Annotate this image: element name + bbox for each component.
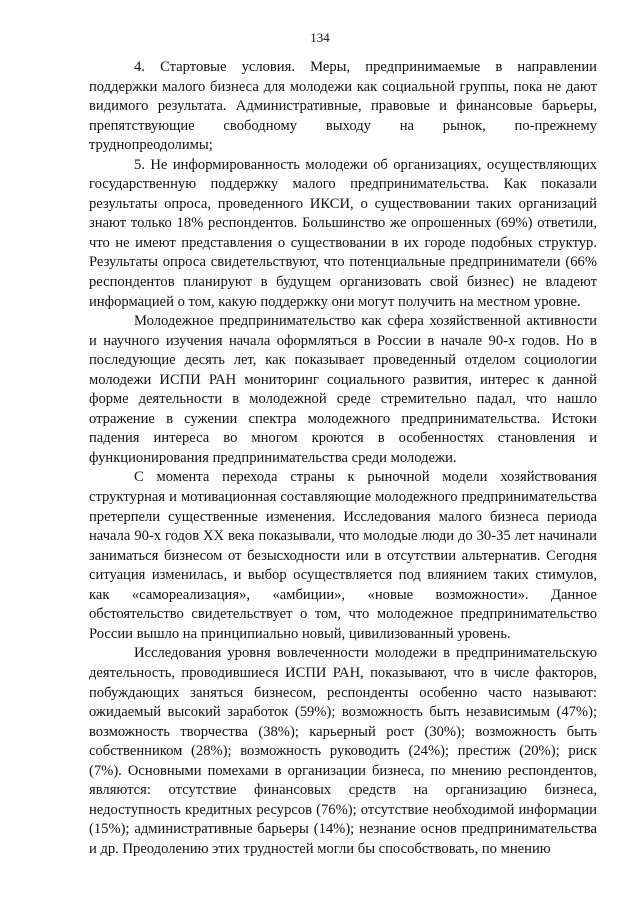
paragraph-lack-of-information: 5. Не информированность молодежи об организациях, осуществляющих государственную поддержку малого предпринимательства. Как показали результаты опроса, проведенного ИКСИ, о существовании таких организаций знают только 18% респондентов. Большинство же опрошенных (69%) ответили, что не имеют представления о существовании в их городе подобных структур. Результаты опроса свидетельствуют, что потенциальные предприниматели (66% респондентов планируют в будущем организовать свой бизнес) не владеют информацией о том, какую поддержку они могут получить на местном уровне. bbox=[89, 156, 597, 310]
body-text bbox=[89, 58, 597, 859]
paragraph-market-transition: С момента перехода страны к рыночной модели хозяйствования структурная и мотивационная составляющие молодежного предпринимательства претерпели существенные изменения. Исследования малого бизнеса периода начала 90-х годов XX века показывали, что молодые люди до 30-35 лет начинали заниматься бизнесом от безысходности или в отсутствии альтернатив. Сегодня ситуация изменилась, и выбор осуществляется под влиянием таких стимулов, как «самореализация», «амбиции», «новые возможности». Данное обстоятельство свидетельствует о том, что молодежное предпринимательство России вышло на принципиально новый, цивилизованный уровень. bbox=[89, 469, 597, 642]
paragraph-youth-entrepreneurship: Молодежное предпринимательство как сфера хозяйственной активности и научного изучения начала оформляться в России в начале 90-х годов. Но в последующие десять лет, как показывает проведенный отделом социологии молодежи ИСПИ РАН мониторинг социального развития, интерес к данной форме деятельности в молодежной среде стремительно падал, что нашло отражение в сужении спектра молодежного предпринимательства. Истоки падения интереса во многом кроются в особенностях становления и функционирования предпринимательства среди молодежи. bbox=[89, 313, 597, 466]
paragraph-research-findings: Исследования уровня вовлеченности молодежи в предпринимательскую деятельность, проводившиеся ИСПИ РАН, показывают, что в числе факторов, побуждающих заняться бизнесом, респонденты особенно часто называют: ожидаемый высокий заработок (59%); возможность быть независимым (47%); возможность творчества (38%); карьерный рост (30%); возможность быть собственником (28%); возможность руководить (24%); престиж (20%); риск (7%). Основными помехами в организации бизнеса, по мнению респондентов, являются: отсутствие финансовых средств на организацию бизнеса, недоступность кредитных ресурсов (76%); отсутствие необходимой информации (15%); административные барьеры (14%); незнание основ предпринимательства и др. Преодолению этих трудностей могли бы способствовать, по мнению bbox=[89, 645, 597, 857]
paragraph-startup-conditions: 4. Стартовые условия. Меры, предпринимаемые в направлении поддержки малого бизнеса для молодежи как социальной группы, пока не дают видимого результата. Административные, правовые и финансовые барьеры, препятствующие свободному выходу на рынок, по-прежнему труднопреодолимы; bbox=[89, 59, 597, 154]
page-number: 134 bbox=[310, 30, 330, 45]
